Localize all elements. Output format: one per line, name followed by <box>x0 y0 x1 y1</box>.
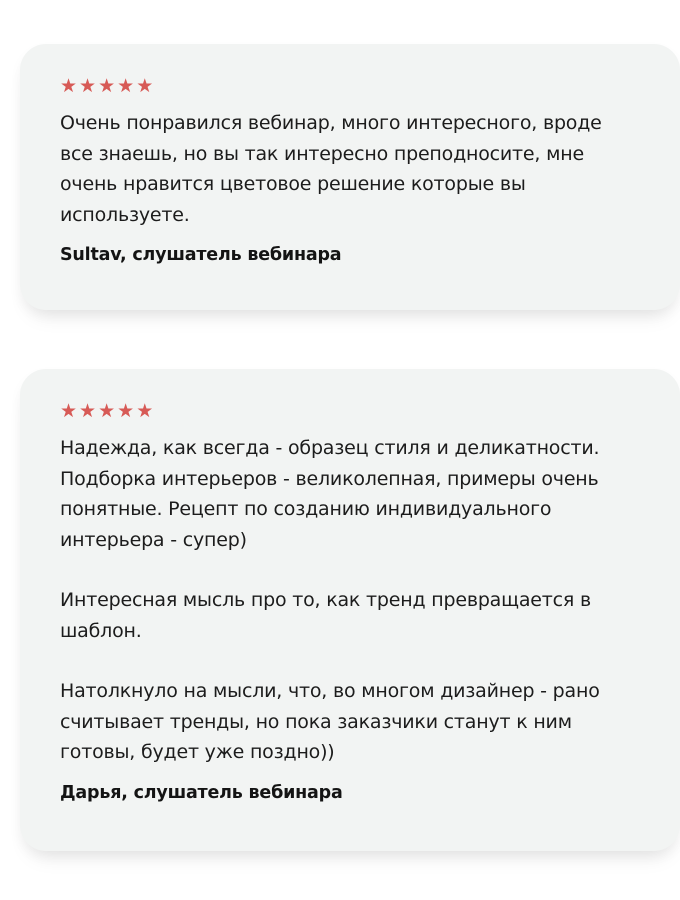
review-paragraph: Надежда, как всегда - образец стиля и деликатности. Подборка интерьеров - великолепная, примеры очень понятные. Рецепт по созданию индивидуального интерьера - супер) <box>60 437 600 551</box>
star-icon: ★ <box>79 74 97 97</box>
star-icon: ★ <box>60 399 78 422</box>
review-text <box>60 108 640 230</box>
review-author: Sultav, слушатель вебинара <box>60 245 342 265</box>
star-icon: ★ <box>136 74 154 97</box>
star-icon: ★ <box>136 399 154 422</box>
review-author: Дарья, слушатель вебинара <box>60 782 343 803</box>
review-card <box>20 369 680 851</box>
review-paragraph: Интересная мысль про то, как тренд превращается в шаблон. <box>60 589 591 642</box>
review-paragraph: Натолкнуло на мысли, что, во многом дизайнер - рано считывает тренды, но пока заказчики станут к ним готовы, будет уже поздно)) <box>60 680 600 763</box>
review-paragraph: Очень понравился вебинар, много интересного, вроде все знаешь, но вы так интересно преподносите, мне очень нравится цветовое решение которые вы используете. <box>60 112 602 226</box>
review-text <box>60 433 640 768</box>
review-card <box>20 44 680 310</box>
star-rating <box>60 399 640 423</box>
star-icon: ★ <box>79 399 97 422</box>
star-icon: ★ <box>117 399 135 422</box>
star-icon: ★ <box>98 399 116 422</box>
star-rating <box>60 74 640 98</box>
star-icon: ★ <box>60 74 78 97</box>
star-icon: ★ <box>117 74 135 97</box>
star-icon: ★ <box>98 74 116 97</box>
